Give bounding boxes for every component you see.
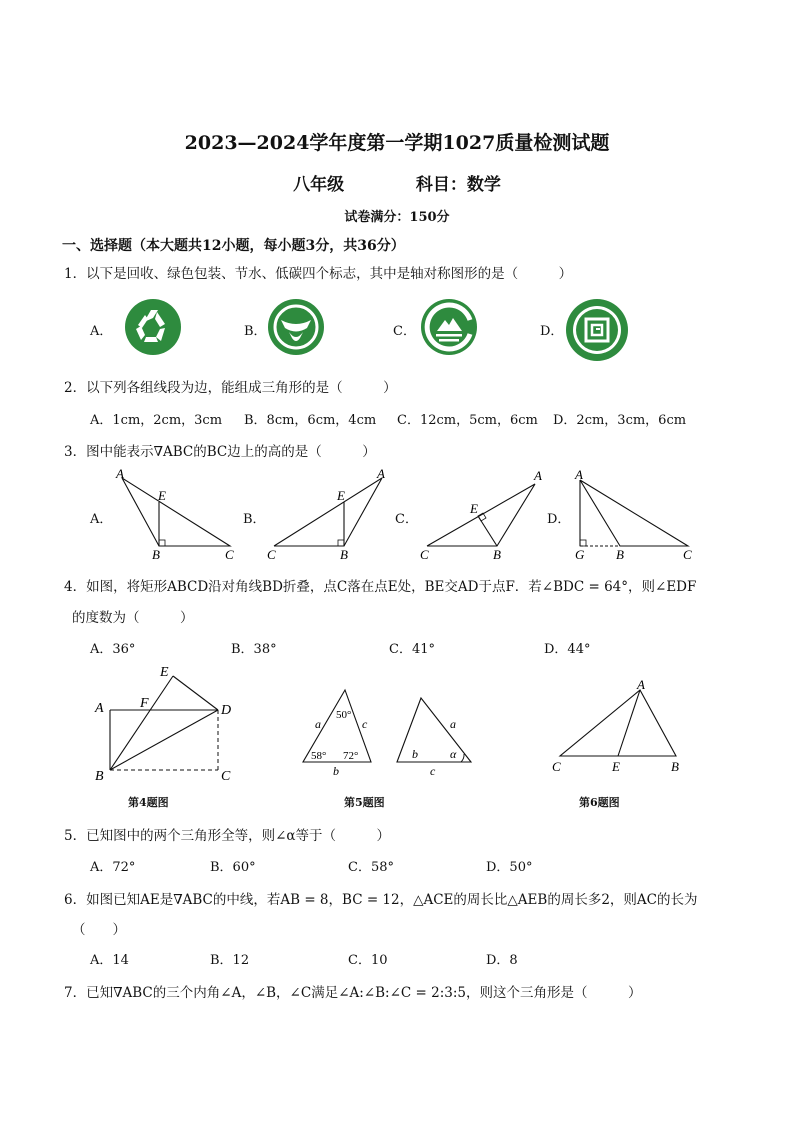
q4-stem: 4．如图，将矩形ABCD沿对角线BD折叠，点C落在点E处，BE交AD于点F．若∠BDC = 64°，则∠EDF bbox=[64, 579, 697, 595]
q3c-label-e: E bbox=[470, 501, 478, 516]
q3b-label-b: B bbox=[340, 547, 348, 562]
q5-option-d: D．50° bbox=[486, 860, 533, 875]
q6-stem-continued: （ ） bbox=[72, 922, 126, 938]
q7-stem: 7．已知∇ABC的三个内角∠A，∠B，∠C满足∠A:∠B:∠C = 2:3:5，则这个三角形是（ ） bbox=[64, 985, 642, 1001]
fig6-label-a: A bbox=[637, 677, 645, 692]
q2-option-d: D．2cm，3cm，6cm bbox=[553, 413, 687, 428]
q6-option-c: C．10 bbox=[348, 953, 388, 968]
q3-figure-c bbox=[415, 466, 545, 562]
q3a-label-a: A bbox=[116, 466, 124, 481]
fig5-right-c: c bbox=[430, 764, 436, 778]
figure-6 bbox=[548, 676, 693, 776]
q3a-label-e: E bbox=[158, 488, 166, 503]
q3-option-a: A． bbox=[90, 512, 113, 527]
fig4-label-a: A bbox=[95, 701, 104, 716]
full-score: 试卷满分：150分 bbox=[344, 210, 450, 225]
q5-option-a: A．72° bbox=[90, 860, 136, 875]
exam-title: 2023—2024学年度第一学期1027质量检测试题 bbox=[184, 132, 610, 154]
q3b-label-c: C bbox=[267, 547, 276, 562]
q3-figure-d bbox=[566, 466, 701, 562]
q1-option-b: B． bbox=[244, 324, 267, 339]
q6-option-b: B．12 bbox=[210, 953, 250, 968]
fig5-right-a: a bbox=[450, 717, 456, 731]
fig5-alpha: α bbox=[450, 747, 457, 761]
figure-5 bbox=[295, 680, 490, 780]
grade-label: 八年级 bbox=[293, 175, 345, 195]
q2-option-b: B．8cm，6cm，4cm bbox=[244, 413, 377, 428]
q1-option-c: C． bbox=[393, 324, 416, 339]
q4-option-a: A．36° bbox=[90, 642, 136, 657]
fig6-label-b: B bbox=[671, 759, 679, 774]
q3b-label-a: A bbox=[377, 466, 385, 481]
q3-figure-b bbox=[262, 466, 392, 562]
fig5-angle-50: 50° bbox=[336, 709, 352, 721]
q3a-label-b: B bbox=[152, 547, 160, 562]
q5-option-c: C．58° bbox=[348, 860, 394, 875]
figure-5-caption: 第5题图 bbox=[344, 796, 385, 809]
fig5-angle-72: 72° bbox=[343, 750, 359, 762]
q1-stem: 1．以下是回收、绿色包装、节水、低碳四个标志，其中是轴对称图形的是（ ） bbox=[64, 266, 573, 282]
q2-option-a: A．1cm，2cm，3cm bbox=[90, 413, 223, 428]
q3-option-b: B． bbox=[243, 512, 266, 527]
q2-stem: 2．以下列各组线段为边，能组成三角形的是（ ） bbox=[64, 380, 397, 396]
figure-4 bbox=[90, 660, 240, 785]
q4-option-b: B．38° bbox=[231, 642, 277, 657]
water-saving-icon bbox=[420, 298, 478, 356]
green-package-icon bbox=[267, 298, 325, 356]
q3c-label-b: B bbox=[493, 547, 501, 562]
q3-stem: 3．图中能表示∇ABC的BC边上的高的是（ ） bbox=[64, 444, 376, 460]
fig4-label-f: F bbox=[140, 696, 149, 711]
q2-option-c: C．12cm，5cm，6cm bbox=[397, 413, 538, 428]
section-heading: 一、选择题（本大题共12小题，每小题3分，共36分） bbox=[62, 238, 405, 254]
q3a-label-c: C bbox=[225, 547, 234, 562]
q1-option-d: D． bbox=[540, 324, 564, 339]
fig6-label-c: C bbox=[552, 759, 561, 774]
q3d-label-b: B bbox=[616, 547, 624, 562]
low-carbon-icon bbox=[565, 298, 629, 362]
q3-figure-a bbox=[112, 466, 242, 562]
q3d-label-g: G bbox=[575, 547, 585, 562]
q3d-label-c: C bbox=[683, 547, 692, 562]
q6-option-d: D．8 bbox=[486, 953, 518, 968]
q6-option-a: A．14 bbox=[90, 953, 129, 968]
fig5-left-c: c bbox=[362, 717, 368, 731]
q3-option-d: D． bbox=[547, 512, 571, 527]
q3c-label-a: A bbox=[534, 468, 542, 483]
q1-option-a: A． bbox=[90, 324, 113, 339]
q3c-label-c: C bbox=[420, 547, 429, 562]
fig5-left-b: b bbox=[333, 764, 339, 778]
q4-stem-continued: 的度数为（ ） bbox=[72, 610, 194, 626]
fig5-angle-58: 58° bbox=[311, 750, 327, 762]
fig5-right-b: b bbox=[412, 747, 418, 761]
q5-option-b: B．60° bbox=[210, 860, 256, 875]
recycle-icon bbox=[124, 298, 182, 356]
exam-subtitle bbox=[0, 170, 794, 195]
q4-option-d: D．44° bbox=[544, 642, 591, 657]
fig4-label-e: E bbox=[160, 665, 169, 680]
subject-label: 科目：数学 bbox=[415, 175, 501, 195]
figure-4-caption: 第4题图 bbox=[128, 796, 169, 809]
fig5-left-a: a bbox=[315, 717, 321, 731]
q3-option-c: C． bbox=[395, 512, 418, 527]
q3d-label-a: A bbox=[575, 467, 583, 482]
fig4-label-d: D bbox=[221, 703, 232, 718]
q6-stem: 6．如图已知AE是∇ABC的中线，若AB = 8，BC = 12，△ACE的周长比△AEB的周长多2，则AC的长为 bbox=[64, 892, 698, 908]
q4-option-c: C．41° bbox=[389, 642, 435, 657]
q5-stem: 5．已知图中的两个三角形全等，则∠α等于（ ） bbox=[64, 828, 391, 844]
q3b-label-e: E bbox=[337, 488, 345, 503]
fig6-label-e: E bbox=[612, 759, 620, 774]
figure-6-caption: 第6题图 bbox=[579, 796, 620, 809]
fig4-label-c: C bbox=[221, 769, 231, 784]
fig4-label-b: B bbox=[95, 769, 104, 784]
